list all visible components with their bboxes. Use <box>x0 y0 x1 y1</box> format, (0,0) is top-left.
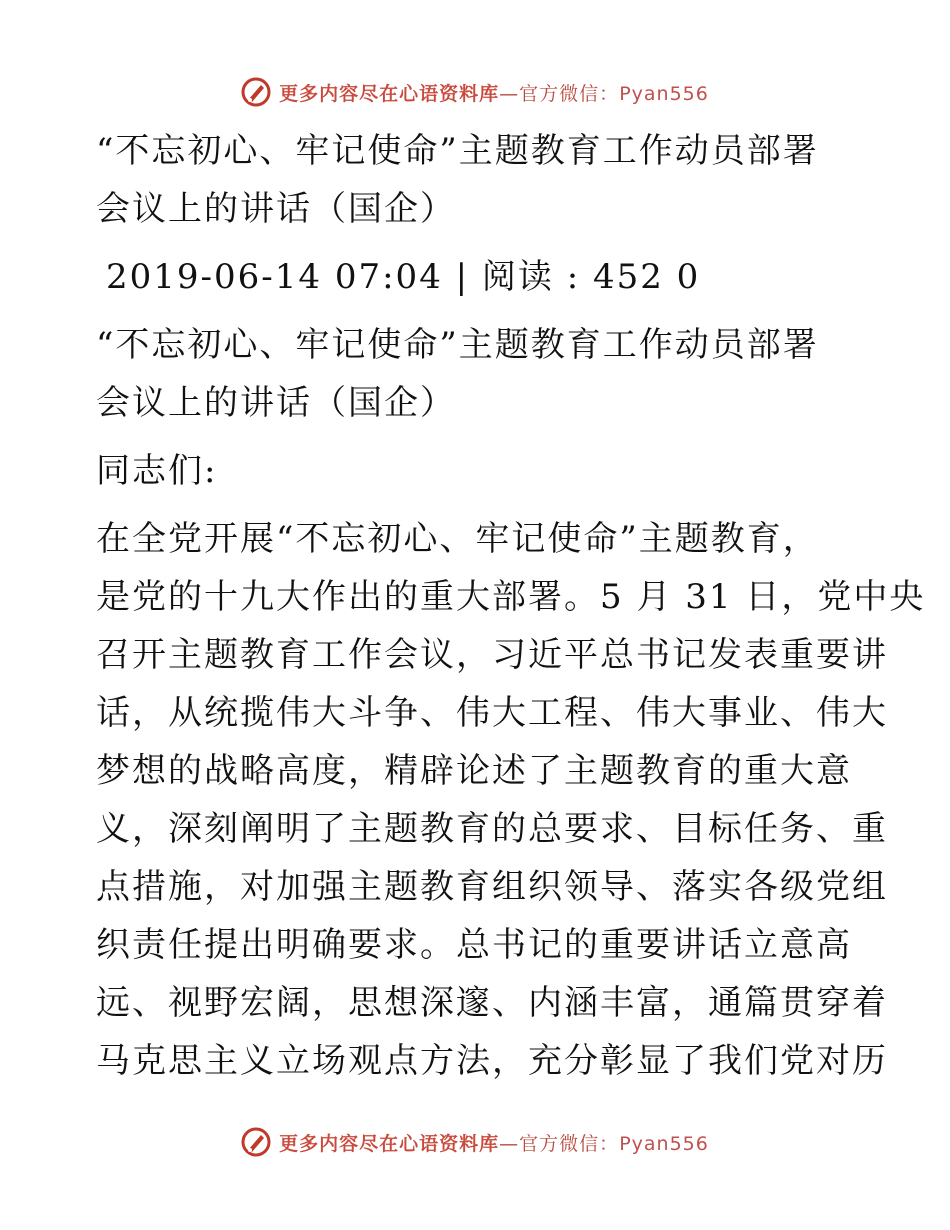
date-read-meta: 2019-06-14 07:04 | 阅读 : 452 0 <box>106 257 701 297</box>
title-line-1: “不忘初心、牢记使命”主题教育工作动员部署 <box>96 131 819 171</box>
body-line-3: 召开主题教育工作会议，习近平总书记发表重要讲 <box>96 635 888 675</box>
body-line-1: 在全党开展“不忘初心、牢记使命”主题教育， <box>96 519 819 559</box>
body-line-4: 话，从统揽伟大斗争、伟大工程、伟大事业、伟大 <box>96 693 888 733</box>
body-line-2: 是党的十九大作出的重大部署。5 月 31 日，党中央 <box>96 577 926 617</box>
greeting: 同志们: <box>96 451 218 491</box>
watermark-text: 更多内容尽在心语资料库—官方微信：Pyan556 <box>279 1132 709 1155</box>
body-line-8: 织责任提出明确要求。总书记的重要讲话立意高 <box>96 925 852 965</box>
pen-logo-icon <box>241 1127 271 1157</box>
subtitle-line-1: “不忘初心、牢记使命”主题教育工作动员部署 <box>96 325 819 365</box>
body-line-7: 点措施，对加强主题教育组织领导、落实各级党组 <box>96 867 888 907</box>
watermark-footer <box>0 1122 950 1162</box>
watermark-header <box>0 72 950 112</box>
body-line-5: 梦想的战略高度，精辟论述了主题教育的重大意 <box>96 751 852 791</box>
title-line-2: 会议上的讲话（国企） <box>96 189 456 229</box>
body-line-6: 义，深刻阐明了主题教育的总要求、目标任务、重 <box>96 809 888 849</box>
watermark-text: 更多内容尽在心语资料库—官方微信：Pyan556 <box>279 82 709 105</box>
body-line-9: 远、视野宏阔，思想深邃、内涵丰富，通篇贯穿着 <box>96 983 888 1023</box>
body-line-10: 马克思主义立场观点方法，充分彰显了我们党对历 <box>96 1041 888 1081</box>
pen-logo-icon <box>241 77 271 107</box>
subtitle-line-2: 会议上的讲话（国企） <box>96 383 456 423</box>
document-body <box>96 122 926 1090</box>
